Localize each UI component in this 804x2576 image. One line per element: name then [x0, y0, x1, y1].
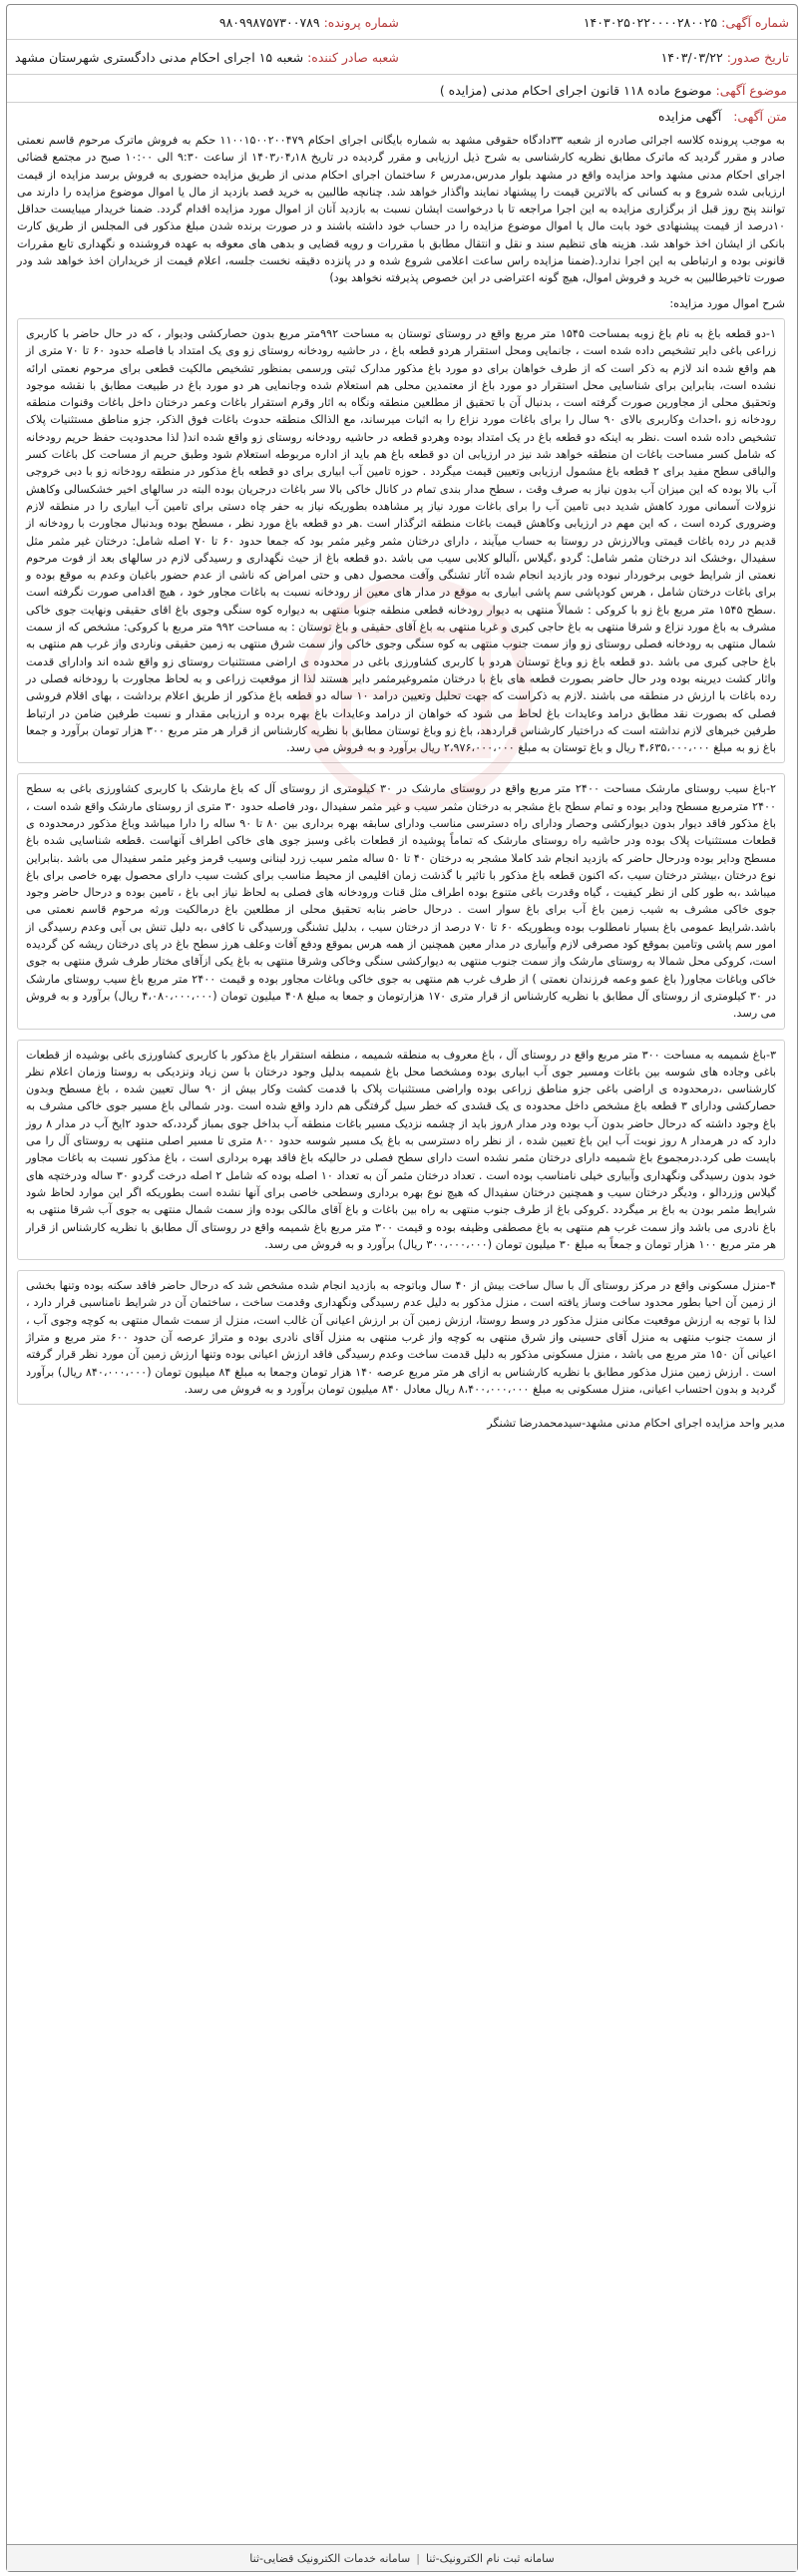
- intro-paragraph: به موجب پرونده کلاسه اجرائی صادره از شعبه ۳۳دادگاه حقوقی مشهد به شماره بایگانی اجرای احکام ۱۱۰۰۱۵۰۰۲۰۰۴۷۹ حکم به فروش ماترک مرحوم قاسم نعمتی صادر و مقرر گردید که ماترک مطابق نظریه کارشناسی به شرح ذیل ارزیابی و مقرر گردیده در تاریخ ۱۴۰۳٫۰۴٫۱۸ از ساعت ۹:۳۰ الی ۱۰:۰۰ صبح در مجتمع قضائی اجرای احکام مدنی مشهد واحد مزایده واقع در مشهد بلوار مدرس،مدرس ۶ ساختمان اجرای احکام مدنی از طریق مزایده حضوری به فروش برسد مزایده از قیمت ارزیابی شده شروع و به کسانی که بالاترین قیمت را پیشنهاد نمایند واگذار خواهد شد. چنانچه طالبین به خرید قصد بازدید از مال یا اموال موضوع مزایده را دارند می توانند پنج روز قبل از برگزاری مزایده به این اجرا مراجعه تا با درخواست ایشان نسبت به بازدید آنان از اموال مورد مزایده اقدام گردد. ضمنا خریدار میبایست حداقل ۱۰درصد از قیمت پیشنهادی خود بابت مال یا اموال موضوع مزایده را در حساب خود داشته باشند و در صورت برنده شدن مبلغ مذکور فی المجلس از طریق کارت بانکی از ایشان اخذ خواهد شد. هزینه های تنظیم سند و نقل و انتقال مطابق با مقررات و رویه قضایی و بدهی های معوقه به عهده فروشنده و نگهداری تابع مقررات قانونی بوده و ارتباطی به این اجرا ندارد.(ضمنا مزایده راس ساعت اعلامی شروع شده و در پانزده دقیقه نخست جلسه، اعلام قیمت از خریداران اخذ خواهد شد ودر صورت تاخیرطالبین به خرید و فروش اموال، هیچ گونه اعتراضی در این خصوص پذیرفته نخواهد بود): [17, 134, 785, 285]
- issue-date-label: تاریخ صدور:: [726, 49, 789, 65]
- text-title: آگهی مزایده: [658, 109, 722, 124]
- footer-link-sana-registration[interactable]: سامانه ثبت نام الکترونیک-ثنا: [425, 2551, 555, 2565]
- subject-row: [7, 75, 797, 103]
- footer-link-sana-services[interactable]: سامانه خدمات الکترونیک قضایی-ثنا: [249, 2551, 411, 2565]
- issuer-label: شعبه صادر کننده:: [307, 49, 399, 65]
- text-label: متن آگهی:: [733, 109, 787, 124]
- subject-label: موضوع آگهی:: [715, 83, 787, 98]
- ad-metadata-table: [7, 5, 797, 75]
- meta-row-issue: [7, 40, 797, 75]
- ad-body: [7, 130, 797, 1432]
- ad-number-label: شماره آگهی:: [721, 14, 789, 30]
- property-item-3: ۳-باغ شمیمه به مساحت ۳۰۰ متر مربع واقع در روستای آل ، باغ معروف به منطقه شمیمه ، منطقه استقرار باغ مذکور با کاربری کشاورزی باغی بوشیده از قطعات باغی وجاده های شوسه بین باغات ومسیر جوی آب ابیاری بوده ومشخصا محل باغ شمیمه بدلیل وجود درختان با سن زیاد ونزدیکی به روستا وزمان اعلام نظر کارشناسی ،درمحدوده ی اراضی باغی جزو مناطق زراعی بوده واراضی مستثنیات پلاک با قدمت کشت وکار بیش از ۹۰ سال تعیین شده ، باغ مسطح وبدون حصارکشی ودارای ۳ قطعه باغ مشخص داخل محدوده ی یک قشدی که خطر سیل گرفتگی هم دارد واقع شده است .ودر شمالی باغ مسیر جوی خاکی مشرف به باغ وجود داشته که درحال حاضر بدون آب بوده ودر مدار ۸روز باید از چشمه نزدیک مسیر باغات منطقه آب بداخل جوی بمباز گردد،که حدود ۲ایخ آب در مدار ۸ روز دارد که در هرمدار ۸ روز نوبت آب این باغ تعیین شده ، از نظر راه دسترسی به باغ یک مسیر شوسه حدود ۸۰۰ متری تا مسیر اصلی منتهی به روستای آل را می بایست طی کرد.درمجموع باغ شمیمه دارای درختان مثمر نشده است دارای سطح فصلی در حالیکه باغ فاقد بهره برداری است ، باغ مذکور نسبت به باغات مجاور خود بدون رسیدگی ونگهداری وآبیاری خیلی نامناسب بوده است . تعداد درختان مثمر آن به تعداد ۱۰ اصله بوده که شامل ۲ اصله درخت گردو ۳۰ ساله ودرختچه های گیلاس وزردالو ، ودیگر درختان سیب و همچنین درختان سفیدال که هیچ نوع بهره برداری وسطحی خاصی برای آنها نشده است بطوریکه اگر این موارد لحاظ شود شرایط مثمر بودن به باغ بر میگردد .کروکی باغ از طرف جنوب منتهی به راه بین باغات و باغ آقای مالکی بوده واز سمت شمال منتهی به جوی آب شرقا منتهی به باغ نادری می باشد واز سمت غرب هم منتهی به باغ مصطفی وظیفه بوده و قیمت ۳۰۰ متر مربع باغ شمیمه واقع در روستای آل مطابق با نظریه کارشناس از قرار هر متر مربع ۱۰۰ هزار تومان و جمعاً به مبلغ ۳۰ میلیون تومان (۳۰۰،۰۰۰،۰۰۰ ریال) برآورد و به فروش می رسد.: [17, 1040, 785, 1261]
- issuer-value: شعبه ۱۵ اجرای احکام مدنی دادگستری شهرستان مشهد: [15, 49, 304, 65]
- ad-number-value: ۱۴۰۳۰۲۵۰۲۲۰۰۰۰۲۸۰۰۲۵: [583, 14, 718, 30]
- ad-document: [6, 4, 798, 2572]
- subject-value: موضوع ماده ۱۱۸ قانون اجرای احکام مدنی (مزایده ): [439, 83, 712, 98]
- footer-separator: |: [416, 2551, 420, 2565]
- signature-line: مدیر واحد مزایده اجرای احکام مدنی مشهد-سیدمحمدرضا تشنگر: [487, 1417, 785, 1431]
- text-title-row: [7, 103, 797, 130]
- issue-date-value: ۱۴۰۳/۰۳/۲۲: [660, 49, 723, 65]
- property-item-2: ۲-باغ سیب روستای مارشک مساحت ۲۴۰۰ متر مربع واقع در روستای مارشک در ۳۰ کیلومتری از روستای آل که باغ مارشک با کاربری کشاورزی باغی به سطح ۲۴۰۰ مترمربع مسطح ودایر بوده و تمام سطح باغ مشجر به درختان مثمر سیب و غیر مثمر سفیدال ،ودر فاصله حدود ۳۰ متری از روستای مارشک واقع شده است ، باغ مذکور فاقد دیوار بدون دیوارکشی وحصار ودارای راه دسترسی مناسب ودارای سابقه بهره برداری بین ۸۰ تا ۹۰ ساله را دارا میباشد وباغ مذکور درمحدوده ی قطعات مستثنیات پلاک بوده ودر حاشیه راه روستای مارشک که تماماً پوشیده از قطعات باغی وسبز جوی های خاکی اطراف آنهاست .قطعه شناسایی شده باغ مسطح ودایر بوده ودرحال حاضر که بازدید انجام شد کاملا مشجر به درختان ۴۰ تا ۵۰ ساله مثمر سیب زرد لبنانی وسیب قرمز وغیر مثمر سفیدال می باشد .بنابراین نوع درختان ،بیشتر درختان سیب ،که اکنون قطعه باغ مذکور با تاثیر با گذشت زمان اقلیمی از محیط مناسب برای کشت سیب دارای محصول بهره خاصی برای باغ میباشد ،به طور کلی از نظر کیفیت ، گیاه وقدرت باغی متنوع بوده اطراف مثل قنات ورودخانه های فصلی به لحاظ نیاز ابی باغ ، تامین بوده و درحال حاضر وجود جوی خاکی مشرف به شیب زمین باغ آب برای باغ سوار است . درحال حاضر بنابه تحقیق محلی از مطلعین باغ درمالکیت ورثه مرحوم قاسم نعمتی می باشد.شرایط عمومی باغ بسیار نامطلوب بوده وبطوریکه ۶۰ تا ۷۰ درصد از درختان سیب ، بدلیل تشنگی ورسیدگی نا کافی ،به دلیل تنش بی آبی وعدم رسیدگی از امور سم پاشی وتامین بموقع کود مصرفی لازم وآبیاری در مدار معین همچنین از همه هرس بموقع ودفع آفات وعلف هرز سطح باغ در پای درختان ریشه کن گردیده است، کروکی محل شمالا به روستای مارشک واز سمت جنوب منتهی به دیوارکشی سنگی وخاکی وشرقا منتهی به باغ یکی ازآقای مختار طرف شرق منتهی به جوی خاکی وباغات مجاور( باغ عمو وعمه فرزندان نعمتی ) از طرف غرب هم منتهی به جوی خاکی وباغات مجاور بوده و قیمت ۲۴۰۰ متر مربع باغ سیب روستای مارشک در ۳۰ کیلومتری از روستای آل مطابق با نظریه کارشناس از قرار متری ۱۷۰ هزارتومان و جمعا به مبلغ ۴۰۸ میلیون تومان (۴،۰۸۰،۰۰۰،۰۰۰ ریال) برآورد و به فروش می رسد.: [17, 773, 785, 1029]
- case-number-label: شماره پرونده:: [323, 14, 399, 30]
- property-item-4: ۴-منزل مسکونی واقع در مرکز روستای آل با سال ساخت بیش از ۴۰ سال وباتوجه به بازدید انجام شده مشخص شد که درحال حاضر فاقد سکنه بوده وتنها بخشی از زمین آن احیا بطور محدود ساخت وساز یافته است ، منزل مذکور به دلیل عدم رسیدگی ونگهداری وقدمت ساخت ، ساختمان آن در شرایط نامناسبی قرار دارد ، لذا با توجه به ارزش موقعیت مکانی منزل مذکور در وسط روستا، ارزش زمین آن بر ارزش اعیانی آن غالب است، منزل از سمت شمال منتهی به کوچه وجوی آب ، از سمت جنوب منتهی به منزل آقای حسینی واز شرق منتهی به کوچه واز غرب منتهی به منزل آقای نادری بوده و متراژ عرصه آن حدود ۶۰۰ متر مربع و متراژ اعیانی آن ۱۵۰ متر مربع می باشد ، منزل مسکونی مذکور به دلیل قدمت ساخت وعدم رسیدگی فاقد ارزش اعیانی بوده وتنها ارزش زمین آن مورد نظر قرار گرفته است . ارزش زمین منزل مذکور مطابق با نظریه کارشناس به ازای هر متر مربع عرصه ۱۴۰ هزار تومان وجمعا به مبلغ ۸۴ میلیون تومان (۸۴۰،۰۰۰،۰۰۰ ریال) برآورد گردید و بدون احتساب اعیانی، منزل مسکونی به مبلغ ۸،۴۰۰،۰۰۰،۰۰۰ ریال معادل ۸۴۰ میلیون تومان برآورد و به فروش می رسد.: [17, 1270, 785, 1405]
- section-title: شرح اموال مورد مزایده:: [669, 296, 785, 310]
- case-number-value: ۹۸۰۹۹۸۷۵۷۳۰۰۷۸۹: [218, 14, 320, 30]
- property-item-1: ۱-دو قطعه باغ به نام باغ زوبه بمساحت ۱۵۴۵ متر مربع واقع در روستای توستان به مساحت ۹۹۲متر مربع بدون حصارکشی ودیوار ، که در حال حاضر با کاربری زراعی باغی دایر تشخیص داده شده است ، جانمایی ومحل استقرار هردو قطعه باغ ، در حاشیه رودخانه روستای زو وی یک امتداد با فاصله حدود ۶۰ تا ۷۰ متری از هم واقع شده اند لازم به ذکر است که از طرف خواهان برای دو مورد باغ مذکور مدارک ثبتی ورسمی بمنظور تشخیص مالکیت قطعی برای مرحوم نعمتی ارائه نشده است، بنابراین برای شناسایی محل استقرار دو مورد باغ از معتمدین محلی هم استعلام شده وجانمایی هر دو مورد باغ در طبیعت مطابق با نقشه موجود وتحقیق محلی از مجاورین صورت گرفته است ، بدنبال آن با تحقیق از مطلعین منطقه ونگاه به اثار وقرم استقرار باغات وعمر درختان داخل باغات وقنوات منطقه رودخانه زو ،احداث وکاربری بالای ۹۰ سال را برای باغات مورد نزاع را به اثبات میرساند، مع الذالک منطقه حدوث باغات فوق الذکر، جزو مناطق مستثنیات پلاک تشخیص داده شده است .نظر به اینکه دو قطعه باغ در یک امتداد بوده وهردو قطعه در حاشیه رودخانه روستای زو واقع شده اند( لذا محدودیت حفظ حریم رودخانه که شامل کسر مساحت باغات ان منطقه خواهد شد نیز در ارزیابی ان دو قطعه باغ هم باید از اداره مربوطه استعلام شود وطبق حریم از مساحت کل باغات کسر والباقی سطح مفید برای ۲ قطعه باغ مشمول ارزیابی وتعیین قیمت میگردد . حوزه تامین آب ابیاری برای دو قطعه باغ مذکور در منطقه رودخانه زو با دبی خروجی آب بالا بوده که این میزان آب بدون نیاز به صرف وقت ، سطح مدار بندی تمام در کانال خاکی بالا سر باغات درجریان بوده البته در سالهای اخیر خشکسالی وکاهش نزولات آسمانی مورد کاهش شدید دبی تامین آب را برای باغات مورد نیاز پر مشاهده بطوریکه نیاز به حفر چاه دستی برای تامین آب ابیاری را در منطقه لازم وضروری کرده است ، که این مهم در ارزیابی وکاهش قیمت باغات منطقه اثرگذار است .هر دو قطعه باغ مورد نظر ، مسطح بوده وبدنبال مجاورت با رودخانه از قدیم در رده باغات قیمتی وبالارزش در روستا به حساب میآیند ، دارای درختان مثمر وغیر مثمر بود که جمعا حدود ۶۰ تا ۷۰ اصله شامل: درختان غیر مثمر مثل سفیدال ،وخشک اند درختان مثمر شامل: گردو ،گیلاس ،آلبالو کلابی سیب می باشد .دو قطعه باغ از حیث نگهداری و رسیدگی لازم در سالهای بعد از فوت مرحوم نعمتی از شرایط خوبی برخوردار نبوده ودر بازدید انجام شده آثار تشنگی وآفت محصول دهی و حتی امراض که ناشی از عدم حضور باغبان وعدم به موقع بوده و برای باغات درختان شامل ، هرس کودپاشی سم پاشی ابیاری به موقع در مدار های معین از رودخانه نسبت به باغات مجاور خود ، هیچ اقدامی صورت نگرفته است .سطح ۱۵۴۵ متر مربع باغ زو با کروکی : شمالاً منتهی به دیوار رودخانه قطعی منطقه جنوبا منتهی به دیواره کوه سنگی وجوی باغ اقای حقیقی ونهایت جوی خاکی مشرف به باغ مورد نزاع و شرقا منتهی به باغ حاجی کبری و غربا منتهی به باغ آقای حقیقی و باغ توستان : به مساحت ۹۹۲ متر مربع با کروکی: مشخص که از سمت شمال منتهی به رودخانه فصلی روستای زو واز سمت جنوب منتهی به کوه سنگی وجوی خاکی واز سمت شرق منتهی به زمین حقیقی وناردی واز غرب هم منتهی به باغ حاجی کبری می باشد .دو قطعه باغ زو وباغ توستان هردو با کاربری کشاورزی باغی در محدوده ی اراضی مستثنیات روستای زو واقع شده اند وادارای قدمت واثار کشت دیرینه بوده ودر حال حاضر بصورت قطعه های باغ با درختان مثمروغیرمثمر دایر هستند لذا از موقعیت زراعی و به لحاظ مجاورت با رودخانه فصلی در رده باغات با ارزش در منطقه می باشند .لازم به ذکراست که جهت تحلیل وتعیین درامد ۱۰ ساله دو قطعه باغ مذکور از طریق اعلام برداشت ، بهای اقلام فروشی فصلی که بصورت نقد مطابق درامد وعایدات باغ لحاظ می شود که خواهان از درامد وعایدات باغ بهره برده و ارزیابی مقدار و نسبت طرفین ضامن در ارتباط طرفین خبرهای لازم نداشته است که دراختیار کارشناس قراردهد، باغ زو وباغ توستان مطابق با نظریه کارشناس از قرار هر متر مربع ۳۰۰ هزار تومان برآورد و جمعا باغ زو به مبلغ ۴،۶۳۵،۰۰۰،۰۰۰ ریال و باغ توستان به مبلغ ۲،۹۷۶،۰۰۰،۰۰۰ ریال برآورد و به فروش می رسد.: [17, 318, 785, 763]
- meta-row-numbers: [7, 5, 797, 40]
- footer-bar: [7, 2544, 797, 2571]
